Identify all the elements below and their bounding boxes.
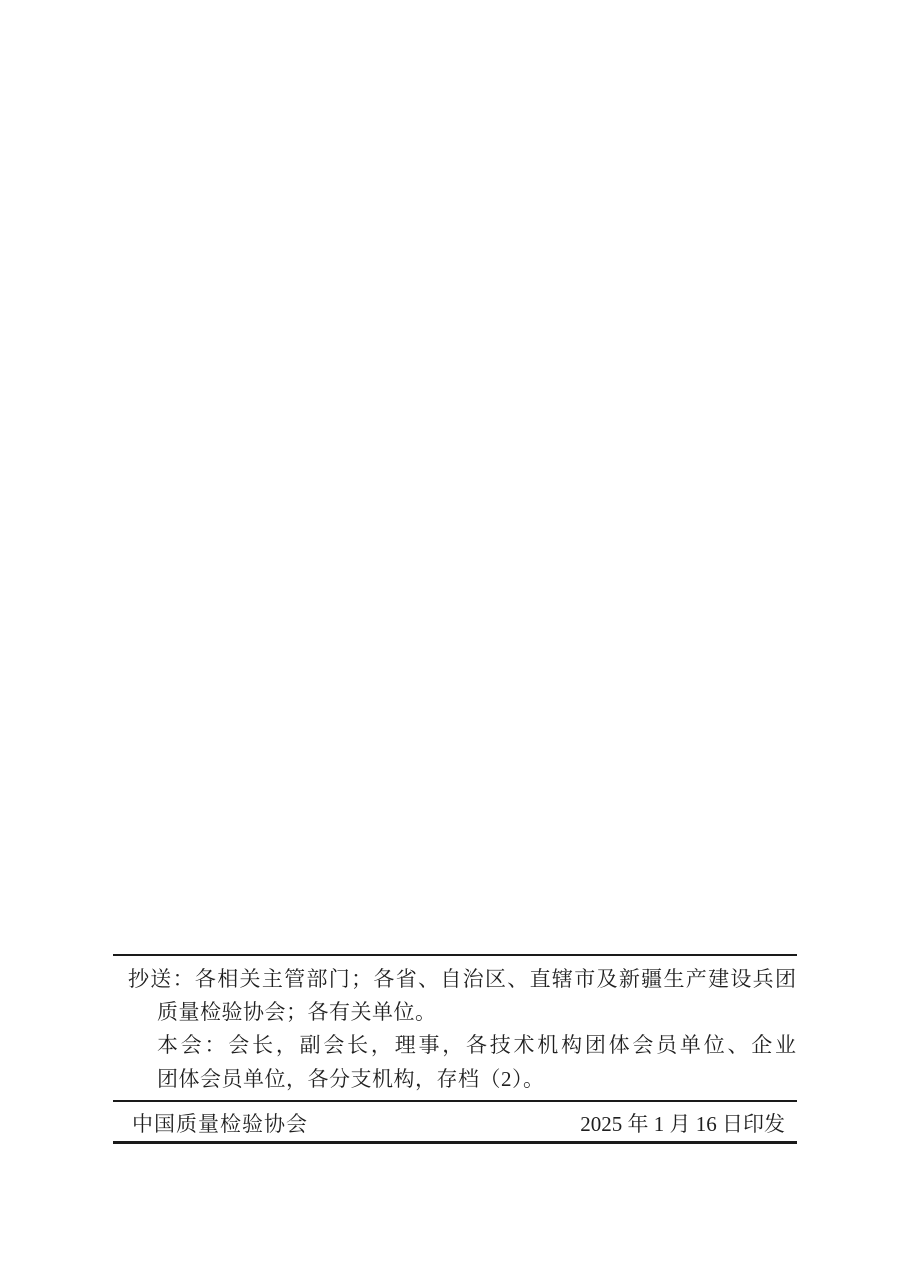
copy-note-line-1: 抄送：各相关主管部门；各省、自治区、直辖市及新疆生产建设兵团 xyxy=(128,967,796,991)
issue-date: 2025 年 1 月 16 日印发 xyxy=(580,1112,785,1136)
separator-rule-middle xyxy=(113,1100,797,1102)
document-tail-block xyxy=(113,954,797,1146)
separator-rule-top xyxy=(113,954,797,956)
issuing-organization: 中国质量检验协会 xyxy=(132,1112,308,1136)
copy-note-line-4: 团体会员单位，各分支机构，存档（2）。 xyxy=(157,1067,545,1091)
copy-note-line-2: 质量检验协会；各有关单位。 xyxy=(157,1000,437,1024)
separator-rule-bottom xyxy=(113,1141,797,1144)
copy-note-line-3: 本会：会长，副会长，理事，各技术机构团体会员单位、企业 xyxy=(157,1033,796,1057)
